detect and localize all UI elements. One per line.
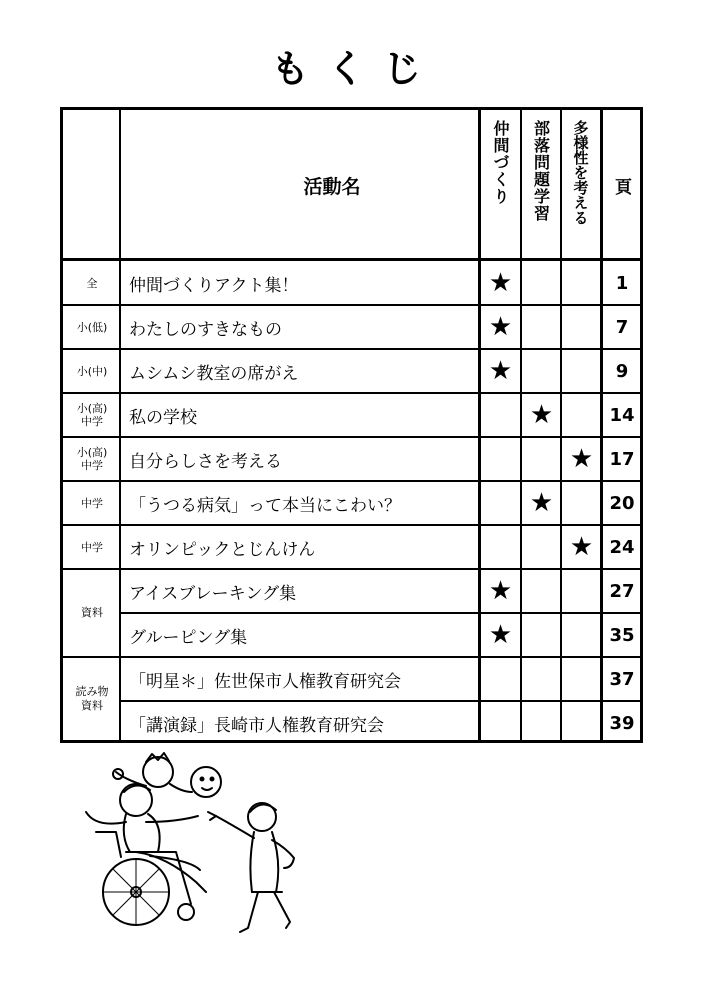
star-mark (562, 701, 601, 745)
category-yomimono: 読み物 資料 (75, 684, 109, 712)
star-mark: ★ (488, 620, 513, 650)
star-mark (522, 525, 561, 569)
table-row (63, 569, 640, 613)
table-row (63, 701, 640, 745)
table-row (63, 393, 640, 437)
star-mark (481, 525, 520, 569)
star-mark (522, 437, 561, 481)
row-activity: 自分らしさを考える (129, 451, 282, 472)
star-mark: ★ (488, 268, 513, 298)
header-activity: 活動名 (303, 175, 361, 198)
header-page: 頁 (615, 177, 632, 198)
star-mark (522, 569, 561, 613)
star-mark (562, 657, 601, 701)
page-title: もくじ (270, 47, 439, 91)
row-activity: 私の学校 (129, 407, 197, 428)
row-category: 小(高) 中学 (76, 402, 108, 428)
children-playing-illustration (66, 752, 316, 952)
table-row (63, 613, 640, 657)
star-mark (522, 701, 561, 745)
table-row (63, 481, 640, 525)
table-row (63, 657, 640, 701)
star-mark (562, 349, 601, 393)
row-page-number: 37 (609, 668, 635, 690)
star-mark (522, 657, 561, 701)
star-mark (481, 657, 520, 701)
star-mark (481, 481, 520, 525)
star-mark (522, 613, 561, 657)
star-mark (481, 437, 520, 481)
row-page-number: 39 (609, 712, 635, 734)
row-activity: 仲間づくりアクト集！ (129, 275, 299, 296)
star-mark (562, 569, 601, 613)
row-category: 中学 (81, 496, 103, 510)
row-activity: わたしのすきなもの (129, 319, 282, 340)
header-tayousei: 多様性を考える (571, 120, 590, 225)
star-mark (562, 261, 601, 305)
star-mark (562, 305, 601, 349)
star-mark (562, 613, 601, 657)
row-category: 小(中) (76, 364, 108, 378)
star-mark (562, 481, 601, 525)
table-row (63, 305, 640, 349)
header-nakama: 仲間づくり (491, 120, 510, 205)
row-category: 全 (86, 276, 98, 290)
star-mark: ★ (529, 400, 554, 430)
row-category: 小(低) (76, 320, 108, 334)
row-page-number: 9 (615, 360, 629, 382)
star-mark (562, 393, 601, 437)
row-category: 中学 (81, 540, 103, 554)
row-activity: アイスブレーキング集 (129, 583, 297, 604)
row-category: 小(高) 中学 (76, 446, 108, 472)
row-page-number: 7 (615, 316, 629, 338)
row-activity: ムシムシ教室の席がえ (129, 363, 299, 384)
star-mark (481, 701, 520, 745)
header-buraku: 部落問題学習 (531, 120, 551, 222)
star-mark: ★ (488, 576, 513, 606)
star-mark: ★ (529, 488, 554, 518)
category-shiryo: 資料 (81, 606, 103, 619)
star-mark (522, 349, 561, 393)
row-page-number: 27 (609, 580, 635, 602)
row-page-number: 17 (609, 448, 635, 470)
star-mark: ★ (488, 356, 513, 386)
row-activity: グルーピング集 (129, 627, 248, 648)
row-activity: 「うつる病気」って本当にこわい？ (129, 495, 401, 516)
star-mark (481, 393, 520, 437)
star-mark: ★ (488, 312, 513, 342)
contents-table (60, 107, 643, 743)
table-row (63, 437, 640, 481)
table-row (63, 261, 640, 305)
table-row (63, 525, 640, 569)
star-mark (522, 261, 561, 305)
row-page-number: 1 (615, 272, 629, 294)
row-page-number: 20 (609, 492, 635, 514)
star-mark: ★ (569, 532, 594, 562)
row-activity: 「明星＊」佐世保市人権教育研究会 (129, 671, 401, 692)
row-page-number: 24 (609, 536, 635, 558)
row-page-number: 14 (609, 404, 635, 426)
row-page-number: 35 (609, 624, 635, 646)
table-row (63, 349, 640, 393)
star-mark: ★ (569, 444, 594, 474)
row-activity: オリンピックとじんけん (129, 539, 316, 560)
star-mark (522, 305, 561, 349)
row-activity: 「講演録」長崎市人権教育研究会 (129, 715, 384, 736)
